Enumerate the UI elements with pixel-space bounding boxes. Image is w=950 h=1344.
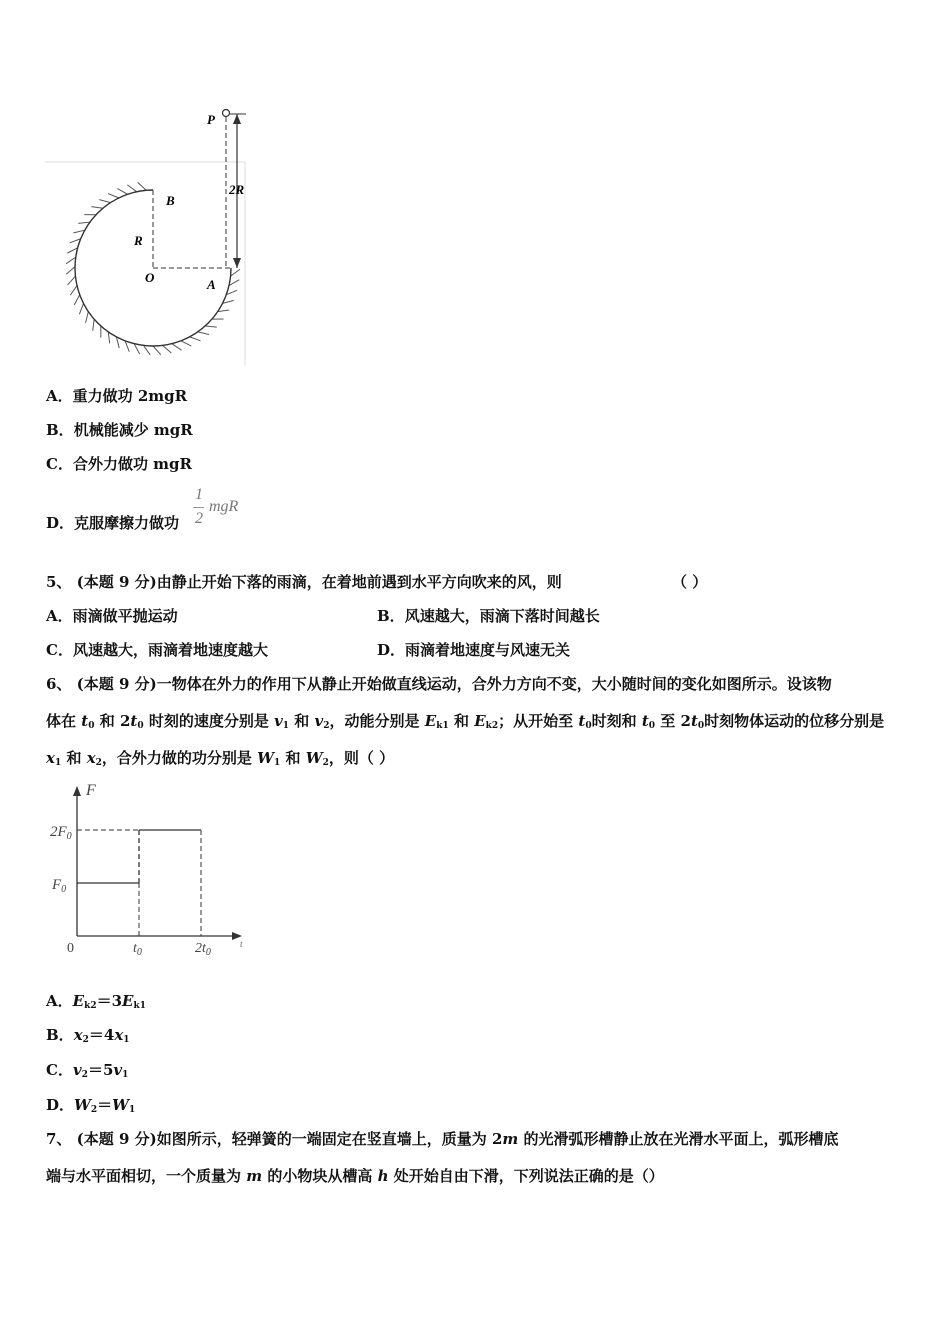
force-time-chart (40, 778, 255, 963)
x-tick-0: 0 (67, 941, 74, 956)
label-A: A (207, 277, 216, 292)
y-axis-label: F (86, 782, 96, 799)
y-axis-arrow (73, 786, 81, 796)
hatch-mark (91, 207, 103, 209)
label-2R: 2R (229, 182, 245, 197)
q6-option-c: C．$v_2=5v_1$ (46, 1061, 129, 1080)
hatch-mark (68, 276, 76, 285)
q6-stem-line2: 体在 $t_0$ 和 $2t_0$ 时刻的速度分别是 $v_1$ 和 $v_2$，动能分别是 $E_{k1}$ 和 $E_{k2}$；从开始至 $t_0$时刻和 $t_0$ 至 $2t_0$时刻物体运动的位移分别是 (46, 712, 885, 731)
q4-option-b: B．机械能减少 mgR (46, 421, 193, 439)
label-B: B (166, 193, 175, 208)
q6-option-d: D．$W_2=W_1$ (46, 1096, 136, 1115)
x-axis-label: t (240, 939, 243, 949)
hatch-mark (172, 344, 182, 350)
hatch-mark (86, 312, 89, 323)
hatch-mark (205, 326, 217, 327)
y-tick-f0: $F_0$ (52, 877, 67, 895)
q4-option-d: D．克服摩擦力做功 (46, 514, 180, 532)
q6-stem-line1: 6、 (本题 9 分)一物体在外力的作用下从静止开始做直线运动，合外力方向不变，大小随时间的变化如图所示。设该物 (46, 675, 832, 693)
hatch-mark (66, 267, 75, 275)
hatch-mark (138, 182, 147, 190)
hatch-mark (143, 345, 150, 355)
q6-stem-line3: $x_1$ 和 $x_2$，合外力做的功分别是 $W_1$ 和 $W_2$，则（ ） (46, 749, 395, 768)
q5-option-d: D．雨滴着地速度与风速无关 (377, 641, 571, 659)
hatch-mark (99, 200, 110, 203)
fraction-numerator: 1 (195, 486, 203, 503)
hatch-mark (108, 194, 119, 198)
fraction-denominator: 2 (195, 510, 203, 527)
q7-stem-line1: 7、 (本题 9 分)如图所示，轻弹簧的一端固定在竖直墙上，质量为 2m 的光滑弧形槽静止放在光滑水平面上，弧形槽底 (46, 1130, 839, 1148)
q4-option-c: C．合外力做功 mgR (46, 455, 193, 473)
hatch-mark (190, 337, 201, 341)
label-O: O (145, 270, 155, 285)
hatch-mark (181, 341, 191, 346)
hatch-mark (108, 332, 109, 344)
track-figure (40, 100, 260, 370)
hatch-mark (78, 222, 90, 223)
q5-option-a: A．雨滴做平抛运动 (46, 607, 178, 625)
hatch-mark (66, 257, 76, 264)
y-tick-2f0: $2F_0$ (50, 824, 72, 842)
x-tick-2t0: $2t_0$ (195, 941, 211, 958)
q4-option-a: A．重力做功 2mgR (46, 387, 188, 405)
q5-blank: （ ） (672, 573, 708, 591)
hatch-mark (117, 189, 127, 195)
hatch-mark (79, 303, 83, 314)
label-R: R (134, 233, 143, 248)
hatch-mark (153, 346, 161, 355)
hatch-mark (127, 185, 136, 192)
q6-option-a: A．$E_{k2}=3E_{k1}$ (46, 992, 146, 1011)
x-tick-t0: $t_0$ (133, 941, 142, 958)
q5-stem: 5、 (本题 9 分)由静止开始下落的雨滴，在着地前遇到水平方向吹来的风，则 (46, 573, 562, 591)
hatch-mark (231, 269, 240, 276)
hatch-mark (74, 295, 79, 305)
fraction-bar (193, 507, 204, 508)
hatch-mark (93, 319, 94, 331)
hatch-mark (163, 345, 172, 353)
fraction-tail: mgR (209, 498, 239, 515)
ball-P (223, 110, 230, 117)
q5-option-c: C．风速越大，雨滴着地速度越大 (46, 641, 268, 659)
q7-stem-line2: 端与水平面相切，一个质量为 m 的小物块从槽高 h 处开始自由下滑，下列说法正确的是（） (46, 1167, 664, 1185)
q5-option-b: B．风速越大，雨滴下落时间越长 (377, 607, 600, 625)
hatch-mark (198, 332, 209, 335)
q6-option-b: B．$x_2=4x_1$ (46, 1026, 130, 1045)
hatch-mark (70, 286, 77, 296)
label-P: P (207, 112, 215, 127)
